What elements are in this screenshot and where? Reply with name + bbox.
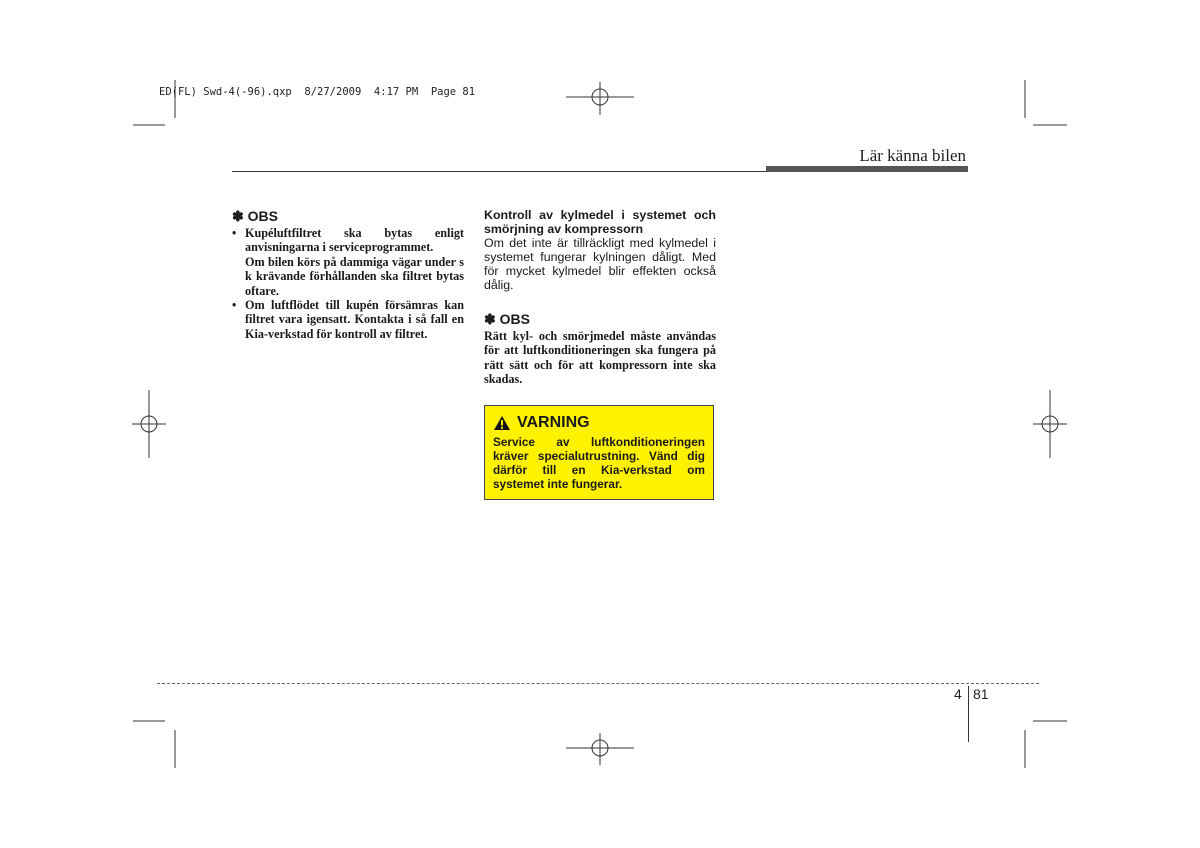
page-number-separator xyxy=(968,686,969,742)
warning-text: Service av luftkonditioneringen kräver specialutrustning. Vänd dig därför till en Kia-verkstad om systemet inte fungerar. xyxy=(493,435,705,491)
bullet-icon: • xyxy=(232,226,237,240)
section-heading: Kontroll av kylmedel i systemet och smörjning av kompressorn xyxy=(484,208,716,236)
obs-title: OBS xyxy=(247,208,278,224)
footer-rule xyxy=(157,683,1039,684)
obs-text: Rätt kyl- och smörjmedel måste användas för att luftkonditioneringen ska fungera på rätt sätt och för att kompressorn inte ska skadas. xyxy=(484,329,716,387)
left-column xyxy=(232,208,464,341)
warning-box xyxy=(484,405,714,500)
warning-triangle-icon xyxy=(493,415,511,431)
obs-list xyxy=(232,226,464,341)
list-item xyxy=(232,298,464,341)
page-number: 81 xyxy=(973,686,989,702)
obs-heading xyxy=(232,208,464,225)
asterisk-icon: ✽ xyxy=(232,208,244,224)
chapter-number: 4 xyxy=(954,686,962,702)
list-item-extra: Om bilen körs på dammiga vägar under s k krävande förhållanden ska filtret bytas oftare. xyxy=(245,254,464,298)
list-item-text: Kupéluftfiltret ska bytas enligt anvisningarna i serviceprogrammet. xyxy=(245,226,464,255)
section-title: Lär känna bilen xyxy=(859,146,966,165)
middle-column xyxy=(484,208,716,387)
print-slug: ED(FL) Swd-4(-96).qxp 8/27/2009 4:17 PM Page 81 xyxy=(159,86,476,98)
body-text: Om det inte är tillräckligt med kylmedel i systemet fungerar kylningen dåligt. Med för mycket kylmedel blir effekten också dålig. xyxy=(484,236,716,292)
list-item xyxy=(232,226,464,298)
list-item-text: Om luftflödet till kupén försämras kan filtret vara igensatt. Kontakta i så fall en Kia-verkstad för kontroll av filtret. xyxy=(245,298,464,341)
obs-title: OBS xyxy=(499,311,530,327)
warning-title: VARNING xyxy=(517,414,590,431)
obs-heading xyxy=(484,311,716,328)
header-rule-accent xyxy=(766,166,968,172)
bullet-icon: • xyxy=(232,298,237,313)
warning-heading xyxy=(493,413,705,432)
asterisk-icon: ✽ xyxy=(484,311,496,327)
header-rule xyxy=(232,171,768,172)
